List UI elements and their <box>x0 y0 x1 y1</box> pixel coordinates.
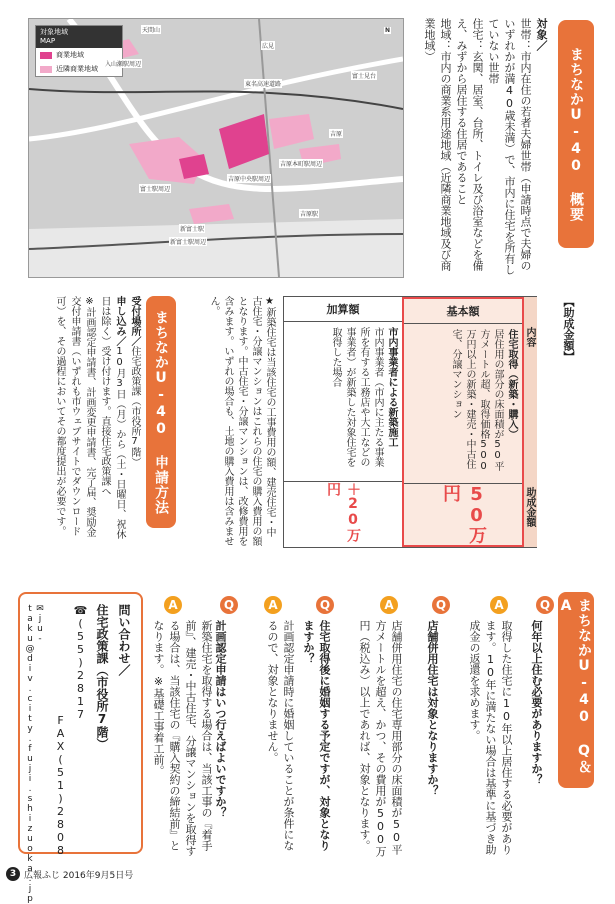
map-label: 吉原 <box>330 131 343 138</box>
map-label: 富士見台 <box>352 73 377 80</box>
apply-text: 受付場所／住宅政策課（市役所7階） 申し込み／10月3日（月）から（土・日曜日、祝休日は除く）受け付けます。直接住宅政策課へ ※計画認定申請書、計画変更申請書、完了届、奨励金交付申請書（いずれも市ウェブサイトでダウンロード可）を、その過程においてその都度提出が必要です。 <box>54 296 140 539</box>
map-label: 入山瀬駅周辺 <box>105 61 142 68</box>
map-label: 広見 <box>262 43 275 50</box>
col-content-label: 内容 <box>524 327 535 347</box>
extra-body <box>284 321 402 481</box>
grant-table <box>283 296 537 548</box>
question-3: 計画認定申請はいつ行えばよいですか？ <box>214 620 227 818</box>
extra-desc: 市内事業者（市内に主たる事業所を有する工務店や大工などの事業者）が新築した対象住宅を取得した場合 <box>330 327 383 467</box>
col-amount-label: 助成金額 <box>524 487 535 527</box>
q-badge: Q <box>220 596 238 614</box>
target-area-map <box>28 18 404 278</box>
question-0: 何年以上住む必要がありますか？ <box>530 620 543 785</box>
contact-tel: ☎(55)2817 <box>74 604 87 721</box>
legend-item: 近隣商業地域 <box>36 62 122 76</box>
grant-note: ★新築住宅は当該住宅の工事費用の額、建売住宅・中古住宅・分譲マンションはこれらの住宅の購入費用の額となります。中古住宅・分譲マンションは、改修費用を含みます。いずれの場合も、土地の購入費用は含みません。 <box>208 296 275 546</box>
answer-2: 計画認定申請時に婚姻していることが条件になるので、対象となりません。 <box>266 620 295 851</box>
footer-text: 広報ふじ 2016年9月5日号 <box>24 870 134 881</box>
map-legend <box>35 25 123 77</box>
map-label: 吉原本町駅周辺 <box>280 161 323 168</box>
basic-body <box>404 323 522 483</box>
basic-desc: 居住用の部分の床面積が50平方メートル超、取得価格500万円以上の新築・建売・中古住宅、分譲マンション <box>450 329 503 472</box>
extra-column <box>284 297 402 547</box>
map-label: 天間山 <box>142 27 161 34</box>
basic-head: 基本額 <box>404 299 522 324</box>
a-badge: A <box>490 596 508 614</box>
footer <box>6 867 133 881</box>
apply-deadline: 10月3日（月）から（土・日曜日、祝休日は除く）受け付けます。直接住宅政策課へ <box>99 296 125 539</box>
overview-item-household: 世帯：市内在住の若者夫婦世帯（申請時点で夫婦のいずれかが満40歳未満）で、市内に住宅を所有していない世帯 <box>487 18 532 275</box>
q-badge: Q <box>316 596 334 614</box>
north-arrow-icon: N <box>385 27 391 34</box>
answer-0: 取得した住宅に10年以上居住する必要があります。10年に満たない場合は基準に基づき助成金の返還を求めます。 <box>468 620 513 855</box>
overview-item-house: 住宅：玄関、居室、台所、トイレ及び浴室などを備え、みずから居住する住居であること <box>455 18 484 271</box>
page-number: 3 <box>6 867 20 881</box>
extra-title: 市内事業者による新築施工 <box>386 327 397 447</box>
map-label: 吉原駅 <box>300 211 319 218</box>
map-label: 吉原中央駅周辺 <box>228 176 271 183</box>
basic-title: 住宅取得（新築・購入） <box>506 329 517 439</box>
question-2: 住宅取得後に婚姻する予定ですが、対象となりますか？ <box>302 620 331 851</box>
map-label: 富士駅周辺 <box>140 186 171 193</box>
question-1: 店舗併用住宅は対象となりますか？ <box>426 620 439 796</box>
q-badge: Q <box>432 596 450 614</box>
legend-item: 商業地域 <box>36 48 122 62</box>
apply-tab: まちなかU-40 申請方法 <box>146 296 176 528</box>
contact-dept: 住宅政策課（市役所7階） <box>95 604 109 750</box>
overview-text <box>415 18 549 278</box>
q-badge: Q <box>536 596 554 614</box>
map-label: 新富士駅 <box>180 226 205 233</box>
contact-title: 問い合わせ／ <box>117 604 131 676</box>
overview-item-area: 地域：市内の商業系用途地域（近隣商業地域及び商業地域） <box>423 18 452 271</box>
contact-fax: FAX(51)2808 <box>54 714 67 857</box>
qa-tab: まちなかU-40 Q＆A <box>558 592 594 788</box>
basic-amount: 50万円 <box>404 483 522 545</box>
map-title: 対象地域 MAP <box>36 26 122 48</box>
basic-column <box>402 297 524 547</box>
overview-tab: まちなかU-40 概要 <box>558 20 594 248</box>
apply-note: ※計画認定申請書、計画変更申請書、完了届、奨励金交付申請書（いずれも市ウェブサイトでダウンロード可）を、その過程においてその都度提出が必要です。 <box>54 296 95 537</box>
map-label: 東名高速道路 <box>245 81 282 88</box>
a-badge: A <box>380 596 398 614</box>
a-badge: A <box>264 596 282 614</box>
grant-section-label: 【助成金額】 <box>562 296 575 362</box>
extra-head: 加算額 <box>284 297 402 322</box>
extra-amount: ＋20万円 <box>284 481 402 547</box>
apply-reception: 住宅政策課（市役所7階） <box>129 346 140 467</box>
map-label: 新富士駅周辺 <box>170 239 207 246</box>
a-badge: A <box>164 596 182 614</box>
answer-1: 店舗併用住宅の住宅専用部分の床面積が50平方メートルを超え、かつ、その費用が500万円（税込み）以上であれば、対象となります。 <box>358 620 403 857</box>
target-label: 対象／ <box>535 18 548 51</box>
answer-3: 新築住宅を取得する場合は、当該工事の『着手前』、建売・中古住宅、分譲マンションを取得する場合は、当該住宅の『購入契約の締結前』となります。※基礎工事着工前。 <box>152 620 213 857</box>
contact-email[interactable]: ✉ju-taku@div.city.fuji.shizuoka.jp <box>25 604 45 904</box>
